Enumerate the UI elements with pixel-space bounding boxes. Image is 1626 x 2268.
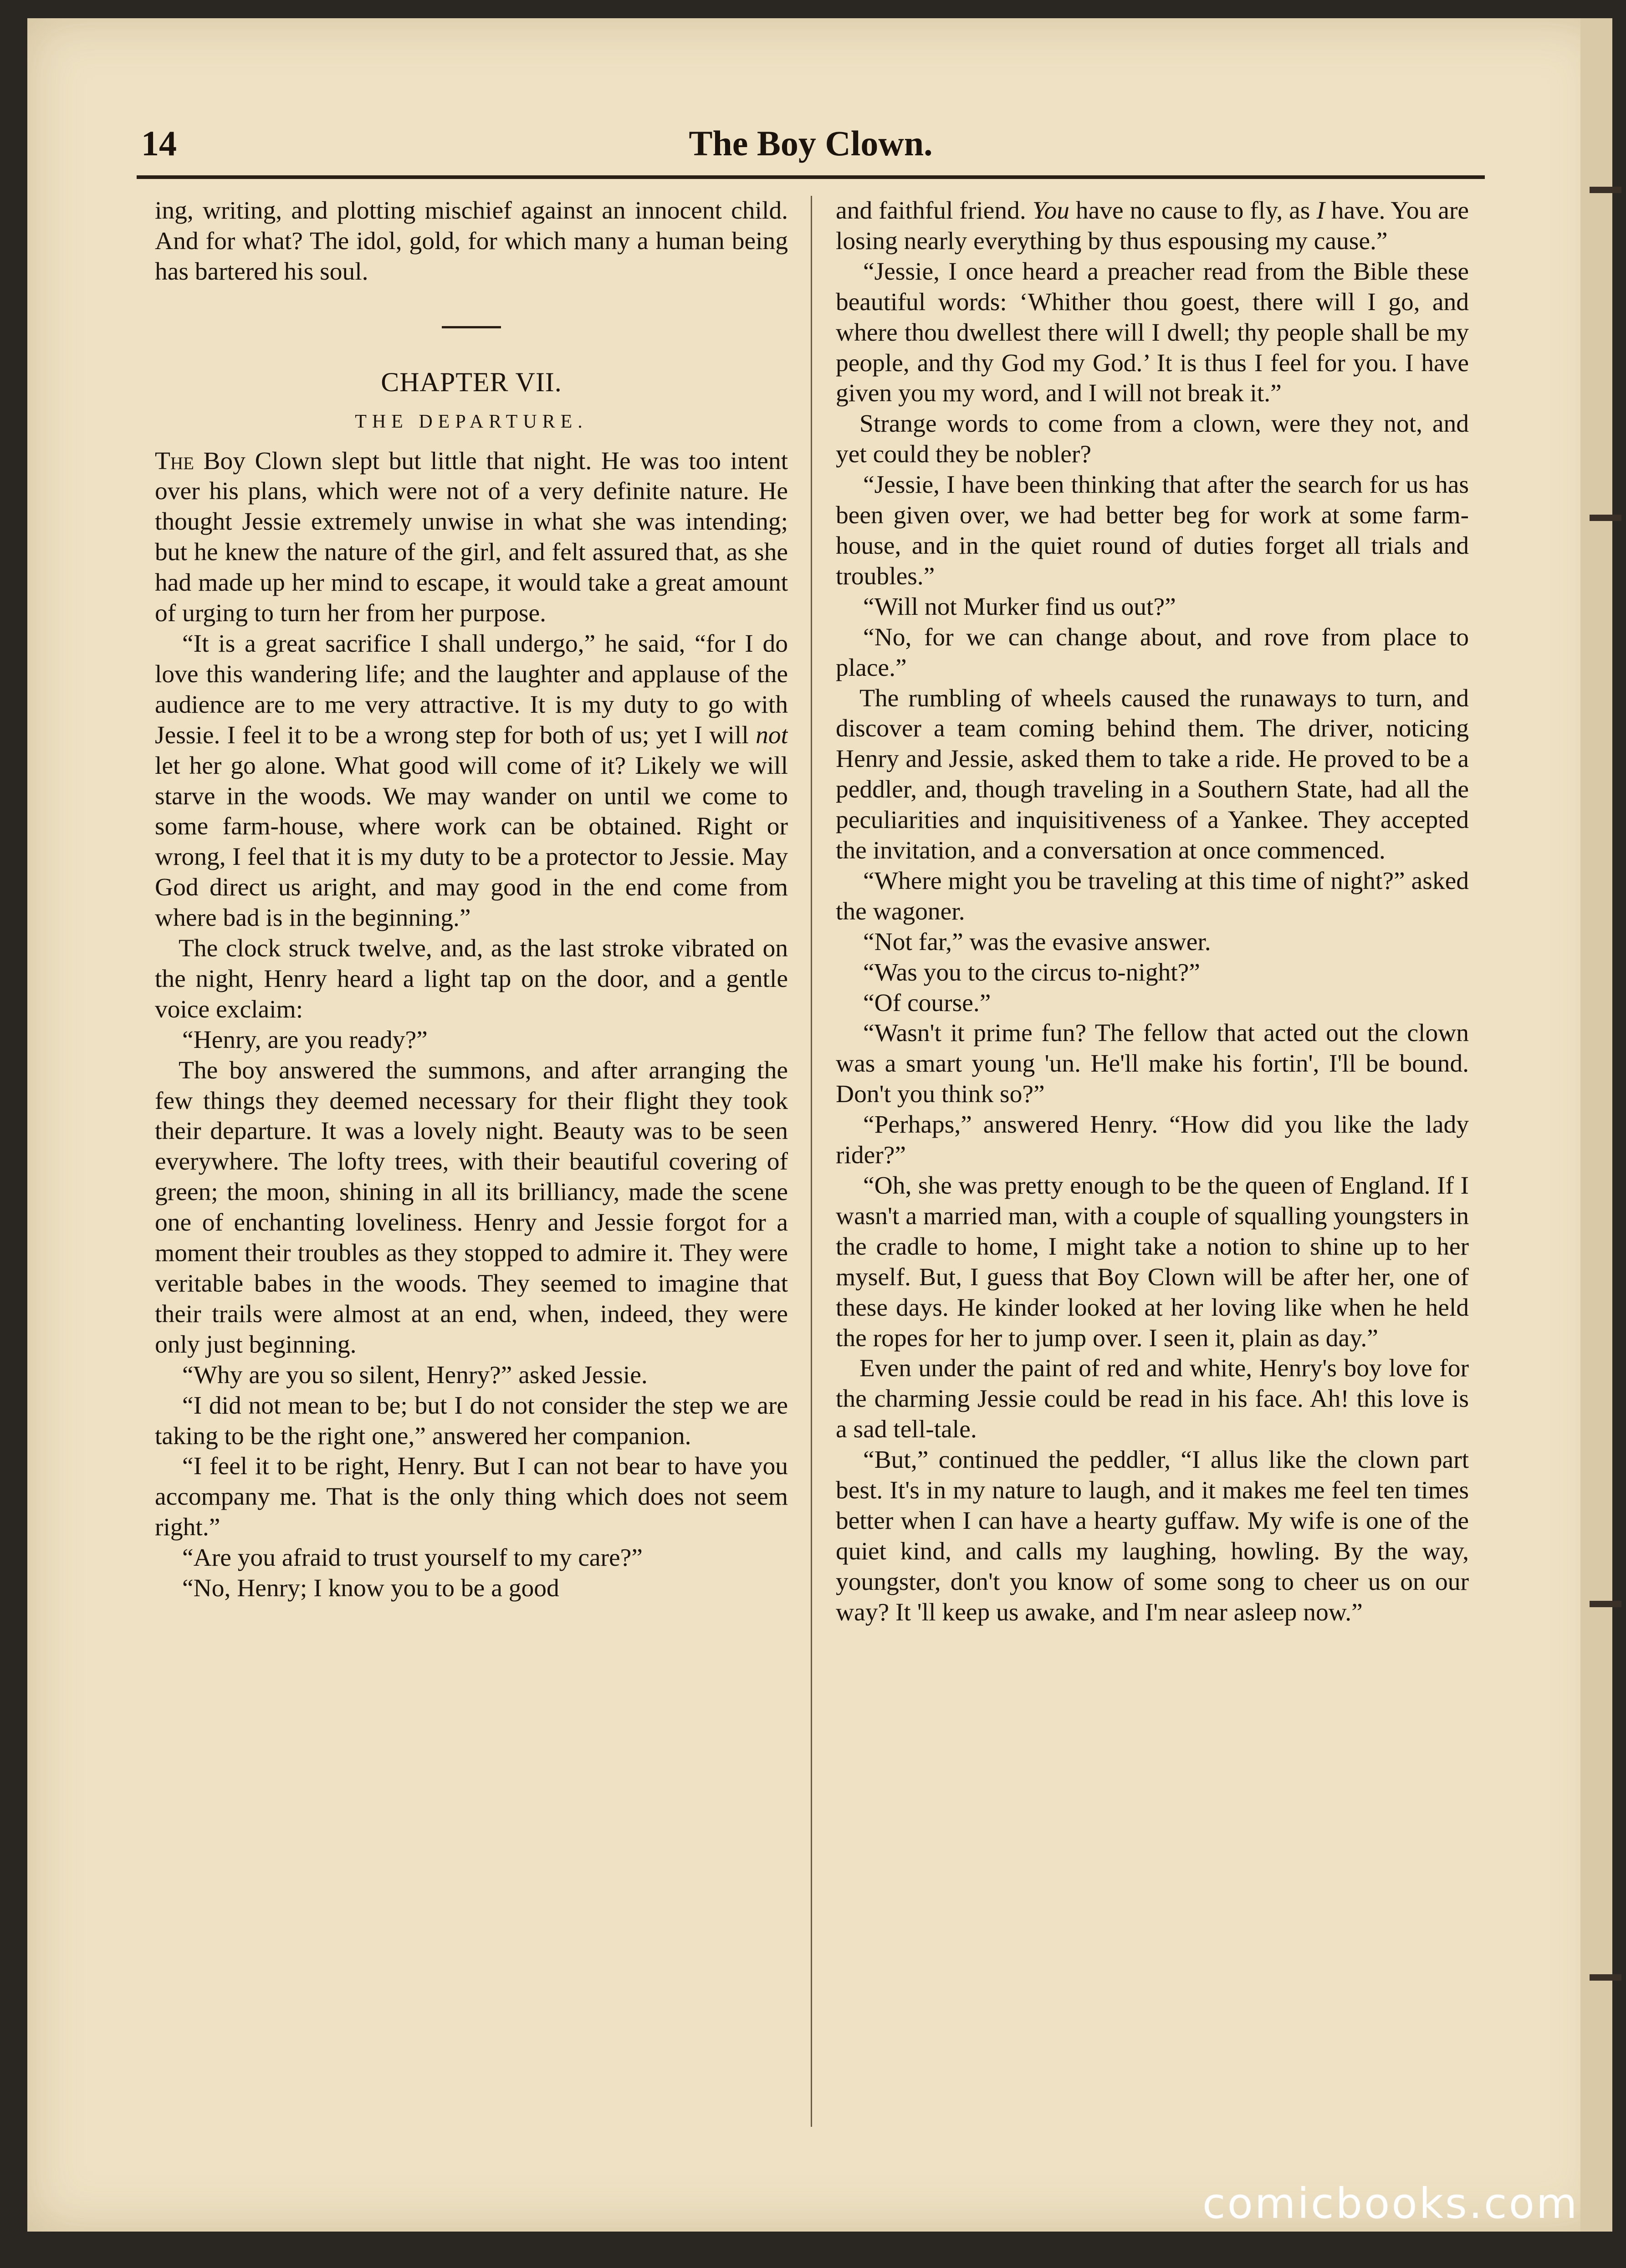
- watermark: comicbooks.com: [1202, 2179, 1579, 2228]
- paragraph: “But,” continued the peddler, “I allus like the clown part best. It's in my nature to laugh, and it makes me feel ten times better when I can have a hearty guffaw. My wife is one of the quiet kind, and calls my laughing, howling. By the way, youngster, don't you know of some song to cheer us on our way? It 'll keep us awake, and I'm near asleep now.”: [836, 1446, 1469, 1626]
- header-rule: [137, 175, 1485, 179]
- paragraph: “It is a great sacrifice I shall undergo,” he said, “for I do love this wandering life; and the laughter and applause of the audience are to me very attractive. It is my duty to go with Jessie. I feel it to be a wrong step for both of us; yet I will not let her go alone. What good will come of it? Likely we will starve in the woods. We may wander on until we come to some farm-house, where work can be obtained. Right or wrong, I feel that it is my duty to be a protector to Jessie. May God direct us aright, and may good in the end come from where bad is in the beginning.”: [155, 629, 788, 932]
- paragraph: The rumbling of wheels caused the runaways to turn, and discover a team coming behind them. The driver, noticing Henry and Jessie, asked them to take a ride. He proved to be a peddler, and, though traveling in a Southern State, had all the peculiarities and inquisitiveness of a Yankee. They accepted the invitation, and a conversation at once commenced.: [836, 684, 1469, 865]
- paragraph: Even under the paint of red and white, Henry's boy love for the charming Jessie could be read in his face. Ah! this love is a sad tell-tale.: [836, 1354, 1469, 1444]
- paragraph: “Where might you be traveling at this time of night?” asked the wagoner.: [836, 867, 1469, 925]
- page-header: [137, 114, 1485, 169]
- paragraph: “Was you to the circus to-night?”: [863, 958, 1200, 986]
- paragraph: “Not far,” was the evasive answer.: [863, 928, 1211, 956]
- binding-staple-icon: [1590, 515, 1621, 521]
- section-rule: [442, 326, 501, 328]
- paragraph: “Will not Murker find us out?”: [863, 593, 1176, 621]
- paragraph: “Jessie, I have been thinking that after the search for us has been given over, we had better beg for work at some farm-house, and in the quiet round of duties forget all trials and troubles.”: [836, 471, 1469, 590]
- paragraph: “Why are you so silent, Henry?” asked Jessie.: [182, 1361, 648, 1389]
- chapter-title: CHAPTER VII.: [381, 367, 562, 397]
- paragraph: “Of course.”: [863, 989, 991, 1017]
- paragraph: “No, Henry; I know you to be a good: [182, 1574, 559, 1603]
- binding-staple-icon: [1590, 1974, 1621, 1981]
- paragraph: “Henry, are you ready?”: [182, 1026, 428, 1054]
- right-column: [836, 196, 1469, 2140]
- column-divider: [811, 196, 812, 2127]
- running-title: The Boy Clown.: [689, 123, 933, 163]
- paragraph: and faithful friend. You have no cause to fly, as I have. You are losing nearly everything by thus espousing my cause.”: [836, 197, 1469, 255]
- paragraph: ing, writing, and plotting mischief against an innocent child. And for what? The idol, gold, for which many a human being has bartered his soul.: [155, 197, 788, 286]
- paragraph: “I did not mean to be; but I do not consider the step we are taking to be the right one,” answered her companion.: [155, 1391, 788, 1450]
- left-column: [155, 196, 788, 2140]
- paragraph: “Are you afraid to trust yourself to my care?”: [182, 1544, 643, 1572]
- paragraph: “Jessie, I once heard a preacher read from the Bible these beautiful words: ‘Whither thou goest, there will I go, and where thou dwellest there will I dwell; thy people shall be my people, and thy God my God.’ It is thus I feel for you. I have given you my word, and I will not break it.”: [836, 257, 1469, 408]
- chapter-subtitle: THE DEPARTURE.: [355, 411, 588, 432]
- paragraph: The boy answered the summons, and after arranging the few things they deemed necessary for their flight they took their departure. It was a lovely night. Beauty was to be seen everywhere. The lofty trees, with their beautiful covering of green; the moon, shining in all its brilliancy, made the scene one of enchanting loveliness. Henry and Jessie forgot for a moment their troubles as they stopped to admire it. They were veritable babes in the woods. They seemed to imagine that their trails were almost at an end, when, indeed, they were only just beginning.: [155, 1056, 788, 1359]
- paragraph: The Boy Clown slept but little that night. He was too intent over his plans, which were not of a very definite nature. He thought Jessie extremely unwise in what she was intending; but he knew the nature of the girl, and felt assured that, as she had made up her mind to escape, it would take a great amount of urging to turn her from her purpose.: [155, 447, 788, 628]
- binding-staple-icon: [1590, 187, 1621, 193]
- lead-word: The: [155, 447, 194, 475]
- paragraph: “Perhaps,” answered Henry. “How did you like the lady rider?”: [836, 1111, 1469, 1170]
- page-number: 14: [141, 123, 177, 163]
- paragraph: Strange words to come from a clown, were they not, and yet could they be nobler?: [836, 410, 1469, 469]
- paragraph: “I feel it to be right, Henry. But I can not bear to have you accompany me. That is the only thing which does not seem right.”: [155, 1452, 788, 1542]
- paragraph: “Wasn't it prime fun? The fellow that acted out the clown was a smart young 'un. He'll make his fortin', I'll be bound. Don't you think so?”: [836, 1019, 1469, 1108]
- binding-staple-icon: [1590, 1601, 1621, 1607]
- paragraph: The clock struck twelve, and, as the last stroke vibrated on the night, Henry heard a light tap on the door, and a gentle voice exclaim:: [155, 935, 788, 1023]
- paragraph: “Oh, she was pretty enough to be the queen of England. If I wasn't a married man, with a couple of squalling youngsters in the cradle to home, I might take a notion to shine up to her myself. But, I guess that Boy Clown will be after her, one of these days. He kinder looked at her loving like when he held the ropes for her to jump over. I seen it, plain as day.”: [836, 1172, 1469, 1352]
- page-edge: [1580, 18, 1612, 2232]
- paragraph: “No, for we can change about, and rove from place to place.”: [836, 623, 1469, 682]
